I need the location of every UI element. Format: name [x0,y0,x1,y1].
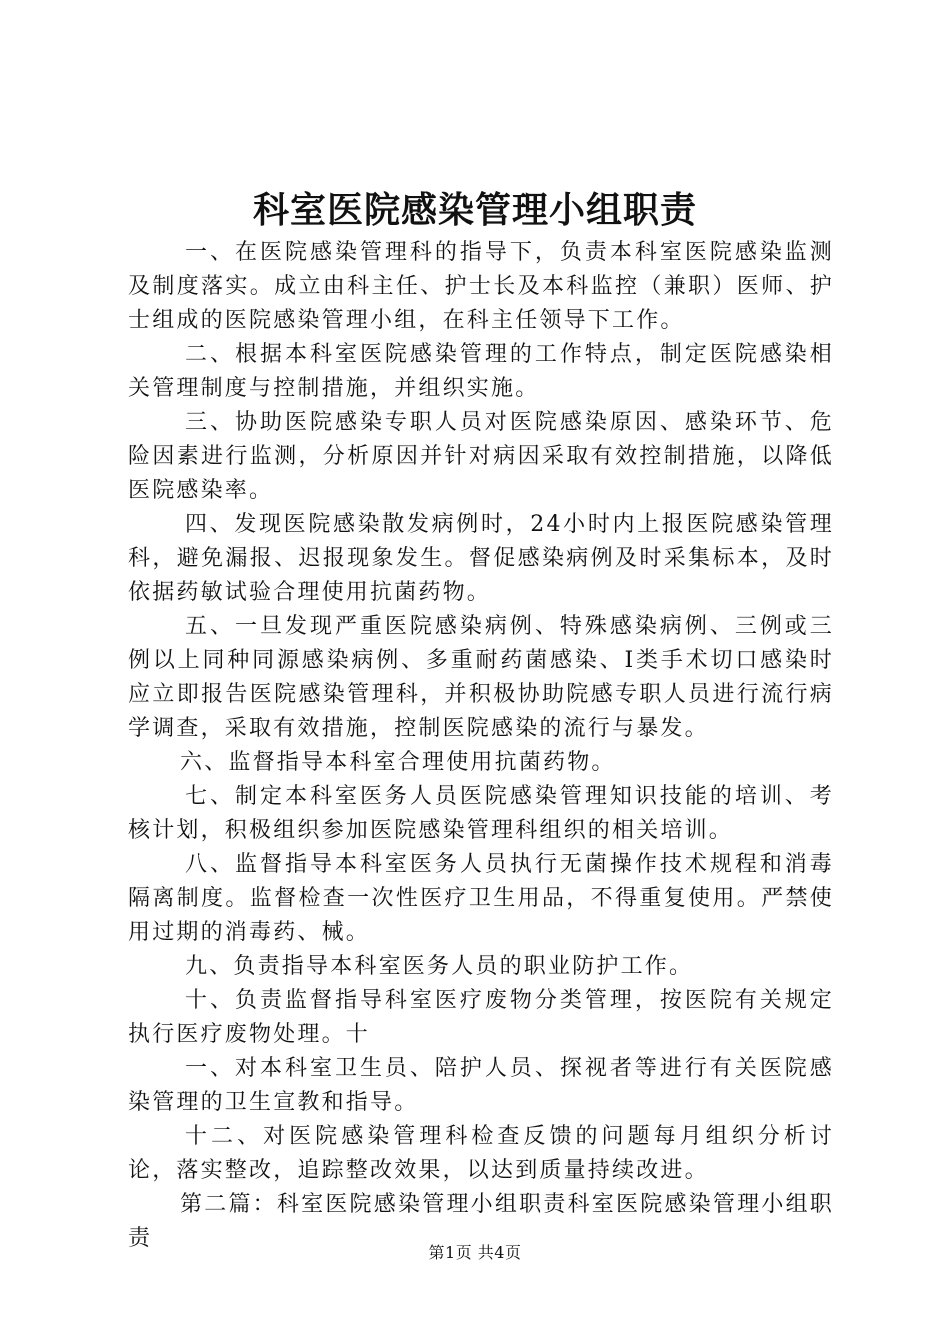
paragraph-3: 三、协助医院感染专职人员对医院感染原因、感染环节、危险因素进行监测，分析原因并针对病因采取有效控制措施，以降低医院感染率。 [128,410,834,503]
document-body [128,236,834,1256]
paragraph-6: 六、监督指导本科室合理使用抗菌药物。 [180,750,616,775]
paragraph-12: 十二、对医院感染管理科检查反馈的问题每月组织分析讨论，落实整改，追踪整改效果，以达到质量持续改进。 [128,1124,834,1183]
paragraph-4: 四、发现医院感染散发病例时，24小时内上报医院感染管理科，避免漏报、迟报现象发生。督促感染病例及时采集标本，及时依据药敏试验合理使用抗菌药物。 [128,512,834,605]
paragraph-5: 五、一旦发现严重医院感染病例、特殊感染病例、三例或三例以上同种同源感染病例、多重耐药菌感染、Ⅰ类手术切口感染时应立即报告医院感染管理科，并积极协助院感专职人员进行流行病学调查，采取有效措施，控制医院感染的流行与暴发。 [128,614,834,741]
paragraph-9: 九、负责指导本科室医务人员的职业防护工作。 [185,954,694,979]
paragraph-7: 七、制定本科室医务人员医院感染管理知识技能的培训、考核计划，积极组织参加医院感染管理科组织的相关培训。 [128,784,834,843]
paragraph-8: 八、监督指导本科室医务人员执行无菌操作技术规程和消毒隔离制度。监督检查一次性医疗卫生用品，不得重复使用。严禁使用过期的消毒药、械。 [128,852,834,945]
paragraph-1: 一、在医院感染管理科的指导下，负责本科室医院感染监测及制度落实。成立由科主任、护士长及本科监控（兼职）医师、护士组成的医院感染管理小组，在科主任领导下工作。 [128,240,834,333]
paragraph-11: 一、对本科室卫生员、陪护人员、探视者等进行有关医院感染管理的卫生宣教和指导。 [128,1056,834,1115]
paragraph-2: 二、根据本科室医院感染管理的工作特点，制定医院感染相关管理制度与控制措施，并组织实施。 [128,342,834,401]
page-footer: 第1页 共4页 [428,1243,522,1262]
paragraph-10: 十、负责监督指导科室医疗废物分类管理，按医院有关规定执行医疗废物处理。十 [128,988,834,1047]
paragraph-13: 第二篇：科室医院感染管理小组职责科室医院感染管理小组职责 [128,1192,834,1251]
document-title: 科室医院感染管理小组职责 [252,189,697,231]
